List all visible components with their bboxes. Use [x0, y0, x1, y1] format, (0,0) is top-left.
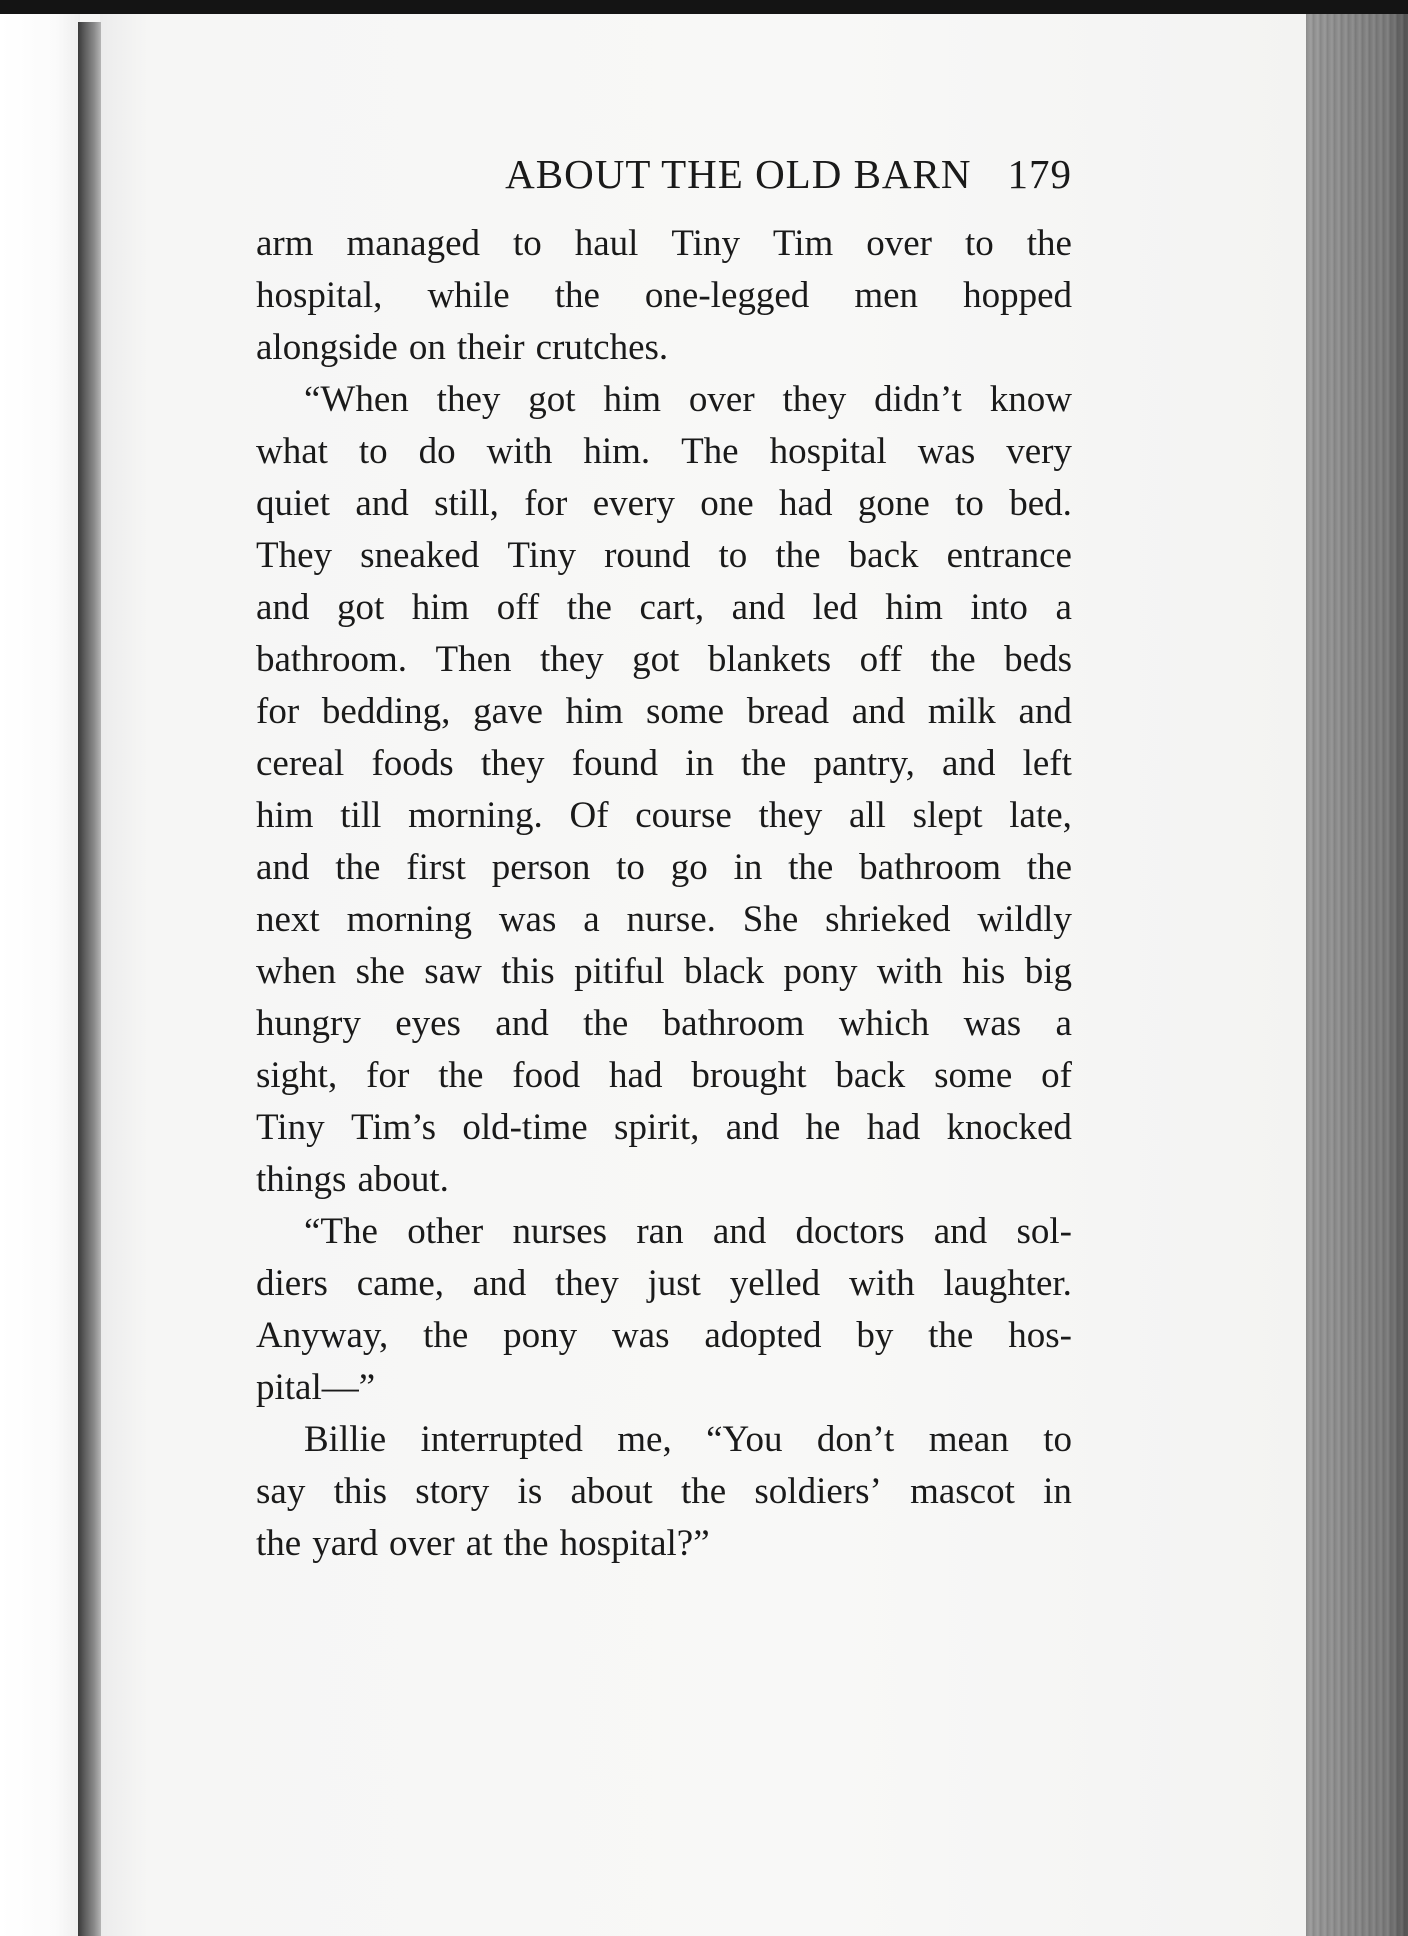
word: him.: [583, 431, 651, 472]
word: next: [256, 899, 320, 940]
word: had: [609, 1055, 663, 1096]
word: all: [848, 795, 886, 836]
word: alongside: [256, 327, 398, 368]
page-text-block: [256, 150, 1072, 1570]
word: Tim’s: [350, 1107, 436, 1148]
word: crutches.: [535, 327, 669, 368]
word: the: [928, 1315, 974, 1356]
word: late,: [1009, 795, 1072, 836]
word: some: [645, 691, 725, 732]
word: over: [388, 1523, 455, 1564]
word: bathroom: [859, 847, 1001, 888]
word: by: [856, 1315, 894, 1356]
word: interrupted: [420, 1419, 583, 1460]
word: bread: [746, 691, 829, 732]
word: with: [848, 1263, 915, 1304]
word: over: [866, 223, 932, 264]
word: do: [418, 431, 456, 472]
text-line: [256, 1102, 1072, 1154]
word: found: [571, 743, 659, 784]
word: the: [423, 1315, 469, 1356]
word: beds: [1004, 639, 1072, 680]
word: men: [854, 275, 919, 316]
word: pony: [503, 1315, 578, 1356]
book-gutter: [78, 22, 101, 1936]
word: for: [256, 691, 300, 732]
word: bed.: [1009, 483, 1072, 524]
word: off: [859, 639, 903, 680]
word: big: [1024, 951, 1072, 992]
word: first: [406, 847, 466, 888]
word: over: [688, 379, 755, 420]
word: while: [427, 275, 510, 316]
word: sight,: [256, 1055, 338, 1096]
text-line: [256, 270, 1072, 322]
word: at: [465, 1523, 493, 1564]
word: saw: [424, 951, 482, 992]
word: still,: [434, 483, 499, 524]
running-head: [256, 150, 1072, 212]
word: the: [554, 275, 600, 316]
word: Tiny: [256, 1107, 325, 1148]
word: they: [436, 379, 501, 420]
word: their: [456, 327, 525, 368]
word: “The: [304, 1211, 378, 1252]
facing-page-edge: [0, 14, 80, 1936]
word: other: [407, 1211, 484, 1252]
text-line: [256, 218, 1072, 270]
text-line: [256, 1414, 1072, 1466]
word: this: [501, 951, 555, 992]
word: hopped: [963, 275, 1072, 316]
word: he: [805, 1107, 841, 1148]
text-line: [256, 478, 1072, 530]
word: into: [970, 587, 1028, 628]
word: bathroom: [662, 1003, 805, 1044]
word: slept: [912, 795, 983, 836]
word: they: [782, 379, 847, 420]
word: had: [866, 1107, 921, 1148]
word: and: [731, 587, 786, 628]
word: person: [491, 847, 591, 888]
word: know: [989, 379, 1072, 420]
word: milk: [927, 691, 996, 732]
word: doctors: [795, 1211, 905, 1252]
word: and: [495, 1003, 549, 1044]
word: and: [256, 587, 310, 628]
word: the: [438, 1055, 484, 1096]
word: the: [788, 847, 834, 888]
word: one-legged: [644, 275, 810, 316]
word: when: [256, 951, 337, 992]
word: sol-: [1016, 1211, 1072, 1252]
word: him: [411, 587, 470, 628]
text-line: [256, 998, 1072, 1050]
page-number: 179: [1007, 151, 1072, 197]
word: haul: [574, 223, 639, 264]
word: ran: [636, 1211, 684, 1252]
word: what: [256, 431, 328, 472]
word: entrance: [946, 535, 1072, 576]
word: got: [528, 379, 576, 420]
word: wildly: [977, 899, 1072, 940]
word: every: [592, 483, 675, 524]
word: about.: [357, 1159, 449, 1200]
word: nurse.: [626, 899, 716, 940]
word: to: [1043, 1419, 1072, 1460]
word: laughter.: [943, 1263, 1072, 1304]
word: cart,: [639, 587, 705, 628]
word: pantry,: [813, 743, 915, 784]
text-line: [256, 1310, 1072, 1362]
word: the: [680, 1471, 727, 1512]
word: shrieked: [825, 899, 951, 940]
running-head-title: ABOUT THE OLD BARN: [505, 151, 972, 197]
word: food: [512, 1055, 581, 1096]
word: some: [934, 1055, 1013, 1096]
word: Anyway,: [256, 1315, 389, 1356]
word: me,: [617, 1419, 672, 1460]
text-line: [256, 1518, 1072, 1570]
text-line: [256, 1050, 1072, 1102]
word: arm: [256, 223, 314, 264]
word: don’t: [816, 1419, 895, 1460]
word: got: [632, 639, 680, 680]
word: pital—”: [256, 1367, 376, 1408]
word: and: [1018, 691, 1072, 732]
word: round: [604, 535, 691, 576]
page-stack-edge: [1306, 14, 1408, 1936]
word: to: [358, 431, 388, 472]
text-line: [256, 790, 1072, 842]
word: they: [555, 1263, 619, 1304]
word: had: [779, 483, 833, 524]
word: to: [955, 483, 984, 524]
word: him: [565, 691, 624, 732]
word: Tim: [772, 223, 834, 264]
word: Billie: [304, 1419, 387, 1460]
word: and: [942, 743, 996, 784]
word: cereal: [256, 743, 345, 784]
word: didn’t: [874, 379, 962, 420]
word: Tiny: [671, 223, 740, 264]
word: adopted: [704, 1315, 822, 1356]
word: soldiers’: [754, 1471, 882, 1512]
word: the: [566, 587, 612, 628]
word: mascot: [910, 1471, 1015, 1512]
word: till: [340, 795, 382, 836]
text-line: [256, 634, 1072, 686]
word: gone: [857, 483, 930, 524]
word: was: [963, 1003, 1022, 1044]
word: old-time: [462, 1107, 588, 1148]
word: She: [742, 899, 799, 940]
word: the: [1026, 847, 1072, 888]
word: hos-: [1008, 1315, 1072, 1356]
word: knocked: [946, 1107, 1072, 1148]
word: pony: [783, 951, 858, 992]
word: left: [1022, 743, 1072, 784]
word: to: [512, 223, 542, 264]
word: blankets: [707, 639, 832, 680]
word: which: [838, 1003, 930, 1044]
word: him: [603, 379, 661, 420]
word: they: [758, 795, 823, 836]
word: the: [583, 1003, 629, 1044]
word: in: [685, 743, 714, 784]
word: managed: [346, 223, 481, 264]
word: black: [683, 951, 765, 992]
text-line: [256, 1258, 1072, 1310]
word: course: [635, 795, 732, 836]
word: with: [876, 951, 943, 992]
word: hospital: [769, 431, 887, 472]
text-line: [256, 842, 1072, 894]
word: a: [1055, 1003, 1072, 1044]
word: one: [700, 483, 754, 524]
word: a: [1055, 587, 1072, 628]
text-line: [256, 374, 1072, 426]
word: the: [335, 847, 381, 888]
word: to: [616, 847, 645, 888]
word: on: [408, 327, 446, 368]
word: bedding,: [321, 691, 451, 732]
word: in: [1043, 1471, 1072, 1512]
word: very: [1006, 431, 1072, 472]
word: sneaked: [360, 535, 480, 576]
word: about: [570, 1471, 653, 1512]
word: for: [524, 483, 568, 524]
word: to: [718, 535, 748, 576]
text-line: [256, 1206, 1072, 1258]
word: just: [647, 1263, 701, 1304]
word: foods: [371, 743, 454, 784]
text-line: [256, 1154, 1072, 1206]
word: the: [256, 1523, 302, 1564]
text-line: [256, 738, 1072, 790]
word: with: [486, 431, 553, 472]
word: him: [885, 587, 943, 628]
word: off: [496, 587, 540, 628]
word: The: [681, 431, 739, 472]
word: They: [256, 535, 333, 576]
word: and: [851, 691, 906, 732]
word: and: [712, 1211, 767, 1252]
word: to: [964, 223, 994, 264]
word: and: [725, 1107, 780, 1148]
word: and: [355, 483, 409, 524]
word: was: [498, 899, 557, 940]
text-line: [256, 582, 1072, 634]
word: and: [256, 847, 310, 888]
word: is: [517, 1471, 543, 1512]
word: this: [333, 1471, 388, 1512]
word: they: [539, 639, 604, 680]
word: spirit,: [614, 1107, 700, 1148]
word: go: [670, 847, 708, 888]
word: Then: [435, 639, 512, 680]
body-text: [256, 218, 1072, 1570]
text-line: [256, 1466, 1072, 1518]
text-line: [256, 1362, 1072, 1414]
word: eyes: [395, 1003, 461, 1044]
word: gave: [473, 691, 543, 732]
word: was: [611, 1315, 670, 1356]
word: she: [355, 951, 405, 992]
word: the: [930, 639, 976, 680]
word: and: [933, 1211, 988, 1252]
word: mean: [928, 1419, 1009, 1460]
word: in: [733, 847, 763, 888]
word: bathroom.: [256, 639, 408, 680]
word: got: [336, 587, 385, 628]
text-line: [256, 894, 1072, 946]
scan-top-border: [0, 0, 1408, 14]
word: the: [775, 535, 821, 576]
word: “You: [706, 1419, 783, 1460]
text-line: [256, 426, 1072, 478]
word: things: [256, 1159, 347, 1200]
word: “When: [304, 379, 409, 420]
word: came,: [356, 1263, 445, 1304]
word: pitiful: [574, 951, 665, 992]
word: his: [962, 951, 1006, 992]
word: quiet: [256, 483, 330, 524]
word: yard: [312, 1523, 378, 1564]
word: morning: [346, 899, 472, 940]
word: nurses: [512, 1211, 608, 1252]
word: led: [812, 587, 858, 628]
word: Of: [569, 795, 609, 836]
word: the: [741, 743, 787, 784]
word: was: [917, 431, 976, 472]
word: and: [472, 1263, 527, 1304]
word: diers: [256, 1263, 328, 1304]
word: hospital?”: [559, 1523, 710, 1564]
word: of: [1041, 1055, 1072, 1096]
word: Tiny: [507, 535, 576, 576]
word: a: [583, 899, 600, 940]
text-line: [256, 686, 1072, 738]
word: they: [480, 743, 545, 784]
word: for: [366, 1055, 410, 1096]
text-line: [256, 946, 1072, 998]
word: brought: [691, 1055, 807, 1096]
word: hungry: [256, 1003, 361, 1044]
word: morning.: [408, 795, 543, 836]
text-line: [256, 530, 1072, 582]
word: hospital,: [256, 275, 383, 316]
word: yelled: [729, 1263, 821, 1304]
word: back: [848, 535, 919, 576]
word: him: [256, 795, 314, 836]
word: the: [503, 1523, 549, 1564]
word: story: [415, 1471, 490, 1512]
word: the: [1026, 223, 1072, 264]
word: back: [835, 1055, 906, 1096]
text-line: [256, 322, 1072, 374]
word: say: [256, 1471, 306, 1512]
